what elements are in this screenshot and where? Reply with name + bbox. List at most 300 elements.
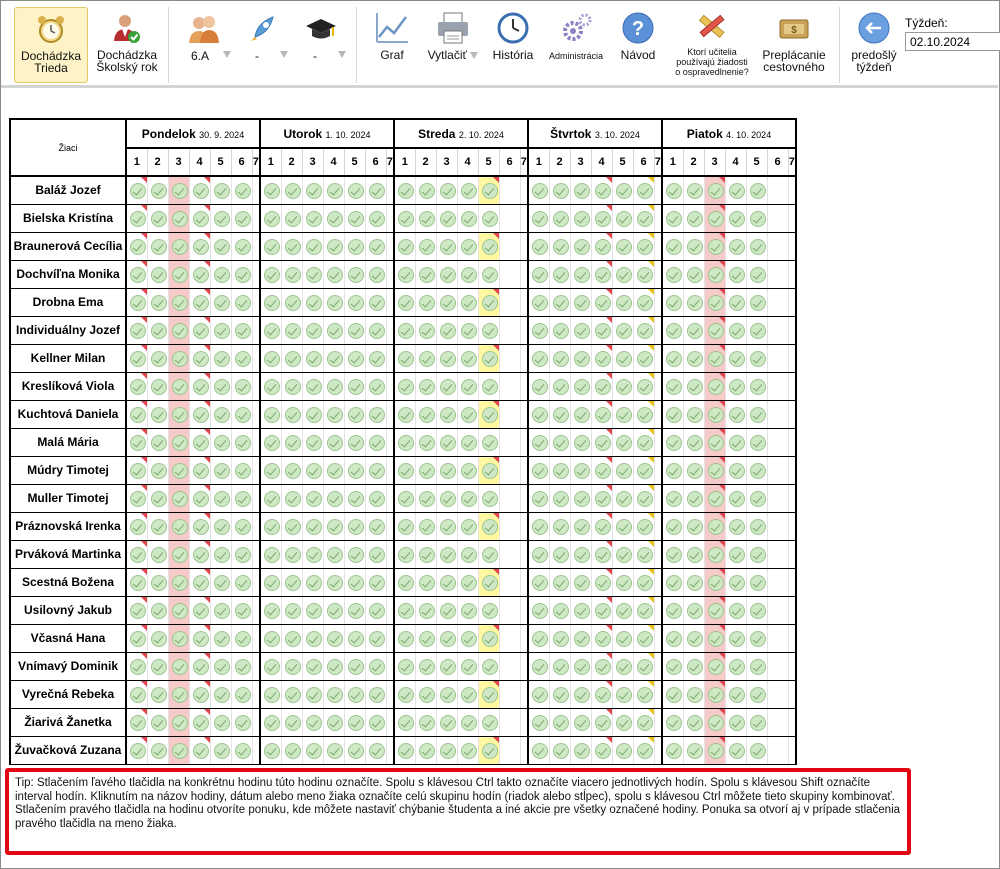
lesson-cell[interactable] bbox=[386, 288, 394, 316]
lesson-cell[interactable] bbox=[725, 680, 746, 708]
lesson-cell[interactable] bbox=[344, 680, 365, 708]
lesson-cell[interactable] bbox=[570, 232, 591, 260]
lesson-cell[interactable] bbox=[528, 176, 549, 204]
lesson-cell[interactable] bbox=[457, 372, 478, 400]
lesson-cell[interactable] bbox=[302, 372, 323, 400]
lesson-cell[interactable] bbox=[633, 428, 654, 456]
lesson-cell[interactable] bbox=[168, 400, 189, 428]
lesson-cell[interactable] bbox=[725, 232, 746, 260]
lesson-cell[interactable] bbox=[386, 540, 394, 568]
lesson-cell[interactable] bbox=[126, 288, 147, 316]
lesson-cell[interactable] bbox=[662, 344, 683, 372]
lesson-cell[interactable] bbox=[147, 204, 168, 232]
lesson-cell[interactable] bbox=[683, 176, 704, 204]
student-name[interactable]: Dochvíľna Monika bbox=[10, 260, 126, 288]
lesson-cell[interactable] bbox=[788, 232, 796, 260]
lesson-cell[interactable] bbox=[126, 456, 147, 484]
lesson-cell[interactable] bbox=[478, 400, 499, 428]
lesson-cell[interactable] bbox=[746, 344, 767, 372]
lesson-cell[interactable] bbox=[612, 624, 633, 652]
lesson-cell[interactable] bbox=[549, 316, 570, 344]
lesson-cell[interactable] bbox=[478, 512, 499, 540]
lesson-cell[interactable] bbox=[436, 652, 457, 680]
lesson-cell[interactable] bbox=[386, 428, 394, 456]
lesson-cell[interactable] bbox=[365, 456, 386, 484]
lesson-cell[interactable] bbox=[746, 428, 767, 456]
lesson-cell[interactable] bbox=[683, 400, 704, 428]
lesson-cell[interactable] bbox=[252, 708, 260, 736]
lesson-cell[interactable] bbox=[478, 540, 499, 568]
lesson-cell[interactable] bbox=[415, 428, 436, 456]
lesson-cell[interactable] bbox=[126, 344, 147, 372]
lesson-cell[interactable] bbox=[633, 344, 654, 372]
lesson-cell[interactable] bbox=[260, 540, 281, 568]
lesson-cell[interactable] bbox=[281, 624, 302, 652]
lesson-cell[interactable] bbox=[457, 568, 478, 596]
lesson-cell[interactable] bbox=[788, 512, 796, 540]
lesson-cell[interactable] bbox=[746, 596, 767, 624]
lesson-cell[interactable] bbox=[126, 176, 147, 204]
lesson-cell[interactable] bbox=[344, 372, 365, 400]
lesson-cell[interactable] bbox=[662, 372, 683, 400]
lesson-cell[interactable] bbox=[591, 428, 612, 456]
lesson-cell[interactable] bbox=[478, 204, 499, 232]
lesson-cell[interactable] bbox=[231, 512, 252, 540]
lesson-cell[interactable] bbox=[591, 260, 612, 288]
lesson-cell[interactable] bbox=[499, 568, 520, 596]
lesson-cell[interactable] bbox=[704, 540, 725, 568]
lesson-cell[interactable] bbox=[147, 652, 168, 680]
lesson-cell[interactable] bbox=[528, 652, 549, 680]
lesson-cell[interactable] bbox=[302, 260, 323, 288]
lesson-cell[interactable] bbox=[570, 372, 591, 400]
lesson-cell[interactable] bbox=[302, 400, 323, 428]
lesson-cell[interactable] bbox=[281, 540, 302, 568]
lesson-cell[interactable] bbox=[415, 400, 436, 428]
lesson-cell[interactable] bbox=[126, 232, 147, 260]
lesson-cell[interactable] bbox=[302, 456, 323, 484]
lesson-cell[interactable] bbox=[231, 708, 252, 736]
lesson-cell[interactable] bbox=[365, 260, 386, 288]
lesson-cell[interactable] bbox=[478, 456, 499, 484]
lesson-cell[interactable] bbox=[365, 568, 386, 596]
lesson-cell[interactable] bbox=[570, 512, 591, 540]
lesson-cell[interactable] bbox=[788, 288, 796, 316]
lesson-cell[interactable] bbox=[344, 708, 365, 736]
lesson-cell[interactable] bbox=[570, 288, 591, 316]
lesson-cell[interactable] bbox=[591, 736, 612, 764]
lesson-cell[interactable] bbox=[662, 568, 683, 596]
lesson-cell[interactable] bbox=[457, 400, 478, 428]
lesson-cell[interactable] bbox=[612, 680, 633, 708]
lesson-cell[interactable] bbox=[662, 400, 683, 428]
hour-header[interactable]: 4 bbox=[189, 148, 210, 176]
lesson-cell[interactable] bbox=[788, 680, 796, 708]
lesson-cell[interactable] bbox=[394, 400, 415, 428]
lesson-cell[interactable] bbox=[394, 176, 415, 204]
lesson-cell[interactable] bbox=[126, 568, 147, 596]
lesson-cell[interactable] bbox=[344, 540, 365, 568]
class-select[interactable] bbox=[191, 49, 236, 63]
lesson-cell[interactable] bbox=[520, 624, 528, 652]
lesson-cell[interactable] bbox=[457, 652, 478, 680]
hour-header[interactable]: 5 bbox=[210, 148, 231, 176]
lesson-cell[interactable] bbox=[394, 260, 415, 288]
student-name[interactable]: Vyrečná Rebeka bbox=[10, 680, 126, 708]
teachers-requests-button[interactable] bbox=[669, 7, 755, 83]
lesson-cell[interactable] bbox=[210, 484, 231, 512]
lesson-cell[interactable] bbox=[633, 680, 654, 708]
lesson-cell[interactable] bbox=[344, 316, 365, 344]
lesson-cell[interactable] bbox=[436, 456, 457, 484]
lesson-cell[interactable] bbox=[323, 596, 344, 624]
lesson-cell[interactable] bbox=[767, 176, 788, 204]
hour-header[interactable]: 7 bbox=[788, 148, 796, 176]
lesson-cell[interactable] bbox=[415, 484, 436, 512]
hour-header[interactable]: 4 bbox=[323, 148, 344, 176]
lesson-cell[interactable] bbox=[612, 596, 633, 624]
lesson-cell[interactable] bbox=[147, 484, 168, 512]
lesson-cell[interactable] bbox=[210, 260, 231, 288]
lesson-cell[interactable] bbox=[528, 204, 549, 232]
lesson-cell[interactable] bbox=[499, 540, 520, 568]
lesson-cell[interactable] bbox=[704, 344, 725, 372]
lesson-cell[interactable] bbox=[168, 232, 189, 260]
lesson-cell[interactable] bbox=[662, 316, 683, 344]
lesson-cell[interactable] bbox=[189, 708, 210, 736]
lesson-cell[interactable] bbox=[704, 512, 725, 540]
lesson-cell[interactable] bbox=[386, 736, 394, 764]
lesson-cell[interactable] bbox=[570, 624, 591, 652]
student-name[interactable]: Žiarivá Žanetka bbox=[10, 708, 126, 736]
lesson-cell[interactable] bbox=[436, 568, 457, 596]
lesson-cell[interactable] bbox=[189, 680, 210, 708]
lesson-cell[interactable] bbox=[549, 512, 570, 540]
lesson-cell[interactable] bbox=[386, 568, 394, 596]
lesson-cell[interactable] bbox=[654, 708, 662, 736]
lesson-cell[interactable] bbox=[436, 484, 457, 512]
lesson-cell[interactable] bbox=[612, 372, 633, 400]
lesson-cell[interactable] bbox=[365, 680, 386, 708]
administration-button[interactable] bbox=[545, 7, 607, 83]
lesson-cell[interactable] bbox=[281, 652, 302, 680]
lesson-cell[interactable] bbox=[415, 204, 436, 232]
lesson-cell[interactable] bbox=[633, 176, 654, 204]
lesson-cell[interactable] bbox=[457, 708, 478, 736]
lesson-cell[interactable] bbox=[788, 176, 796, 204]
lesson-cell[interactable] bbox=[478, 232, 499, 260]
lesson-cell[interactable] bbox=[662, 708, 683, 736]
lesson-cell[interactable] bbox=[436, 288, 457, 316]
lesson-cell[interactable] bbox=[415, 288, 436, 316]
hour-header[interactable]: 2 bbox=[147, 148, 168, 176]
lesson-cell[interactable] bbox=[570, 568, 591, 596]
lesson-cell[interactable] bbox=[683, 288, 704, 316]
attendance-year-button[interactable] bbox=[92, 7, 162, 83]
lesson-cell[interactable] bbox=[252, 540, 260, 568]
lesson-cell[interactable] bbox=[520, 316, 528, 344]
lesson-cell[interactable] bbox=[654, 400, 662, 428]
lesson-cell[interactable] bbox=[189, 456, 210, 484]
lesson-cell[interactable] bbox=[612, 708, 633, 736]
lesson-cell[interactable] bbox=[767, 736, 788, 764]
lesson-cell[interactable] bbox=[210, 568, 231, 596]
lesson-cell[interactable] bbox=[302, 316, 323, 344]
hour-header[interactable]: 1 bbox=[126, 148, 147, 176]
hour-header[interactable]: 7 bbox=[252, 148, 260, 176]
lesson-cell[interactable] bbox=[528, 540, 549, 568]
lesson-cell[interactable] bbox=[457, 596, 478, 624]
lesson-cell[interactable] bbox=[231, 400, 252, 428]
lesson-cell[interactable] bbox=[788, 736, 796, 764]
lesson-cell[interactable] bbox=[302, 652, 323, 680]
lesson-cell[interactable] bbox=[126, 624, 147, 652]
lesson-cell[interactable] bbox=[302, 540, 323, 568]
lesson-cell[interactable] bbox=[210, 736, 231, 764]
lesson-cell[interactable] bbox=[570, 316, 591, 344]
lesson-cell[interactable] bbox=[252, 624, 260, 652]
lesson-cell[interactable] bbox=[436, 540, 457, 568]
student-name[interactable]: Práznovská Irenka bbox=[10, 512, 126, 540]
lesson-cell[interactable] bbox=[457, 512, 478, 540]
lesson-cell[interactable] bbox=[436, 596, 457, 624]
lesson-cell[interactable] bbox=[478, 652, 499, 680]
lesson-cell[interactable] bbox=[168, 568, 189, 596]
lesson-cell[interactable] bbox=[394, 540, 415, 568]
lesson-cell[interactable] bbox=[386, 176, 394, 204]
lesson-cell[interactable] bbox=[260, 372, 281, 400]
lesson-cell[interactable] bbox=[436, 736, 457, 764]
lesson-cell[interactable] bbox=[394, 428, 415, 456]
lesson-cell[interactable] bbox=[528, 232, 549, 260]
lesson-cell[interactable] bbox=[189, 428, 210, 456]
lesson-cell[interactable] bbox=[662, 232, 683, 260]
lesson-cell[interactable] bbox=[570, 400, 591, 428]
lesson-cell[interactable] bbox=[591, 568, 612, 596]
lesson-cell[interactable] bbox=[478, 260, 499, 288]
lesson-cell[interactable] bbox=[323, 176, 344, 204]
lesson-cell[interactable] bbox=[415, 372, 436, 400]
lesson-cell[interactable] bbox=[168, 204, 189, 232]
lesson-cell[interactable] bbox=[210, 680, 231, 708]
lesson-cell[interactable] bbox=[499, 428, 520, 456]
lesson-cell[interactable] bbox=[210, 428, 231, 456]
lesson-cell[interactable] bbox=[231, 736, 252, 764]
lesson-cell[interactable] bbox=[168, 260, 189, 288]
lesson-cell[interactable] bbox=[725, 204, 746, 232]
lesson-cell[interactable] bbox=[457, 624, 478, 652]
lesson-cell[interactable] bbox=[323, 232, 344, 260]
lesson-cell[interactable] bbox=[386, 680, 394, 708]
lesson-cell[interactable] bbox=[302, 708, 323, 736]
lesson-cell[interactable] bbox=[654, 372, 662, 400]
lesson-cell[interactable] bbox=[570, 344, 591, 372]
lesson-cell[interactable] bbox=[612, 484, 633, 512]
student-name[interactable]: Včasná Hana bbox=[10, 624, 126, 652]
lesson-cell[interactable] bbox=[394, 512, 415, 540]
lesson-cell[interactable] bbox=[704, 372, 725, 400]
lesson-cell[interactable] bbox=[725, 512, 746, 540]
lesson-cell[interactable] bbox=[189, 316, 210, 344]
lesson-cell[interactable] bbox=[704, 288, 725, 316]
lesson-cell[interactable] bbox=[633, 372, 654, 400]
lesson-cell[interactable] bbox=[725, 456, 746, 484]
student-name[interactable]: Usilovný Jakub bbox=[10, 596, 126, 624]
lesson-cell[interactable] bbox=[231, 456, 252, 484]
lesson-cell[interactable] bbox=[725, 568, 746, 596]
lesson-cell[interactable] bbox=[499, 456, 520, 484]
lesson-cell[interactable] bbox=[612, 260, 633, 288]
lesson-cell[interactable] bbox=[231, 232, 252, 260]
lesson-cell[interactable] bbox=[344, 736, 365, 764]
travel-reimbursement-button[interactable] bbox=[759, 7, 829, 83]
lesson-cell[interactable] bbox=[662, 680, 683, 708]
lesson-cell[interactable] bbox=[147, 456, 168, 484]
lesson-cell[interactable] bbox=[683, 372, 704, 400]
lesson-cell[interactable] bbox=[633, 652, 654, 680]
lesson-cell[interactable] bbox=[394, 568, 415, 596]
lesson-cell[interactable] bbox=[231, 176, 252, 204]
lesson-cell[interactable] bbox=[478, 316, 499, 344]
lesson-cell[interactable] bbox=[662, 540, 683, 568]
lesson-cell[interactable] bbox=[788, 568, 796, 596]
lesson-cell[interactable] bbox=[612, 316, 633, 344]
lesson-cell[interactable] bbox=[252, 512, 260, 540]
lesson-cell[interactable] bbox=[654, 232, 662, 260]
lesson-cell[interactable] bbox=[323, 316, 344, 344]
lesson-cell[interactable] bbox=[788, 624, 796, 652]
lesson-cell[interactable] bbox=[394, 484, 415, 512]
lesson-cell[interactable] bbox=[654, 204, 662, 232]
lesson-cell[interactable] bbox=[499, 400, 520, 428]
lesson-cell[interactable] bbox=[323, 736, 344, 764]
lesson-cell[interactable] bbox=[323, 400, 344, 428]
lesson-cell[interactable] bbox=[344, 204, 365, 232]
lesson-cell[interactable] bbox=[683, 484, 704, 512]
hour-header[interactable]: 1 bbox=[662, 148, 683, 176]
lesson-cell[interactable] bbox=[231, 652, 252, 680]
hour-header[interactable]: 3 bbox=[570, 148, 591, 176]
lesson-cell[interactable] bbox=[323, 288, 344, 316]
lesson-cell[interactable] bbox=[394, 232, 415, 260]
lesson-cell[interactable] bbox=[662, 288, 683, 316]
lesson-cell[interactable] bbox=[260, 400, 281, 428]
lesson-cell[interactable] bbox=[365, 176, 386, 204]
lesson-cell[interactable] bbox=[344, 288, 365, 316]
lesson-cell[interactable] bbox=[570, 596, 591, 624]
lesson-cell[interactable] bbox=[210, 624, 231, 652]
lesson-cell[interactable] bbox=[746, 260, 767, 288]
lesson-cell[interactable] bbox=[365, 428, 386, 456]
lesson-cell[interactable] bbox=[725, 288, 746, 316]
lesson-cell[interactable] bbox=[704, 260, 725, 288]
lesson-cell[interactable] bbox=[260, 596, 281, 624]
lesson-cell[interactable] bbox=[767, 456, 788, 484]
lesson-cell[interactable] bbox=[436, 204, 457, 232]
lesson-cell[interactable] bbox=[549, 652, 570, 680]
lesson-cell[interactable] bbox=[662, 484, 683, 512]
lesson-cell[interactable] bbox=[281, 400, 302, 428]
lesson-cell[interactable] bbox=[436, 708, 457, 736]
lesson-cell[interactable] bbox=[549, 204, 570, 232]
lesson-cell[interactable] bbox=[549, 288, 570, 316]
lesson-cell[interactable] bbox=[767, 372, 788, 400]
lesson-cell[interactable] bbox=[683, 568, 704, 596]
lesson-cell[interactable] bbox=[386, 652, 394, 680]
lesson-cell[interactable] bbox=[260, 204, 281, 232]
lesson-cell[interactable] bbox=[591, 344, 612, 372]
lesson-cell[interactable] bbox=[302, 232, 323, 260]
lesson-cell[interactable] bbox=[478, 176, 499, 204]
lesson-cell[interactable] bbox=[252, 372, 260, 400]
lesson-cell[interactable] bbox=[788, 400, 796, 428]
lesson-cell[interactable] bbox=[520, 568, 528, 596]
student-name[interactable]: Malá Mária bbox=[10, 428, 126, 456]
lesson-cell[interactable] bbox=[725, 400, 746, 428]
lesson-cell[interactable] bbox=[210, 316, 231, 344]
lesson-cell[interactable] bbox=[549, 484, 570, 512]
lesson-cell[interactable] bbox=[126, 680, 147, 708]
lesson-cell[interactable] bbox=[457, 484, 478, 512]
lesson-cell[interactable] bbox=[415, 260, 436, 288]
lesson-cell[interactable] bbox=[725, 736, 746, 764]
lesson-cell[interactable] bbox=[633, 232, 654, 260]
lesson-cell[interactable] bbox=[746, 176, 767, 204]
lesson-cell[interactable] bbox=[767, 484, 788, 512]
lesson-cell[interactable] bbox=[415, 736, 436, 764]
lesson-cell[interactable] bbox=[654, 596, 662, 624]
lesson-cell[interactable] bbox=[147, 568, 168, 596]
lesson-cell[interactable] bbox=[365, 344, 386, 372]
lesson-cell[interactable] bbox=[126, 736, 147, 764]
lesson-cell[interactable] bbox=[683, 540, 704, 568]
select-3[interactable] bbox=[313, 49, 353, 63]
lesson-cell[interactable] bbox=[394, 456, 415, 484]
lesson-cell[interactable] bbox=[520, 176, 528, 204]
lesson-cell[interactable] bbox=[344, 456, 365, 484]
lesson-cell[interactable] bbox=[520, 232, 528, 260]
lesson-cell[interactable] bbox=[633, 288, 654, 316]
lesson-cell[interactable] bbox=[126, 540, 147, 568]
lesson-cell[interactable] bbox=[126, 484, 147, 512]
lesson-cell[interactable] bbox=[415, 456, 436, 484]
lesson-cell[interactable] bbox=[210, 344, 231, 372]
lesson-cell[interactable] bbox=[147, 232, 168, 260]
lesson-cell[interactable] bbox=[767, 316, 788, 344]
lesson-cell[interactable] bbox=[633, 596, 654, 624]
lesson-cell[interactable] bbox=[168, 316, 189, 344]
lesson-cell[interactable] bbox=[323, 568, 344, 596]
hour-header[interactable]: 5 bbox=[612, 148, 633, 176]
lesson-cell[interactable] bbox=[662, 652, 683, 680]
day-header[interactable] bbox=[126, 119, 260, 148]
lesson-cell[interactable] bbox=[704, 568, 725, 596]
lesson-cell[interactable] bbox=[323, 680, 344, 708]
lesson-cell[interactable] bbox=[570, 736, 591, 764]
lesson-cell[interactable] bbox=[302, 624, 323, 652]
lesson-cell[interactable] bbox=[302, 484, 323, 512]
lesson-cell[interactable] bbox=[457, 260, 478, 288]
lesson-cell[interactable] bbox=[654, 316, 662, 344]
hour-header[interactable]: 3 bbox=[704, 148, 725, 176]
lesson-cell[interactable] bbox=[260, 456, 281, 484]
lesson-cell[interactable] bbox=[612, 232, 633, 260]
lesson-cell[interactable] bbox=[788, 484, 796, 512]
hour-header[interactable]: 2 bbox=[281, 148, 302, 176]
hour-header[interactable]: 5 bbox=[344, 148, 365, 176]
hour-header[interactable]: 2 bbox=[683, 148, 704, 176]
student-name[interactable]: Žuvačková Zuzana bbox=[10, 736, 126, 764]
